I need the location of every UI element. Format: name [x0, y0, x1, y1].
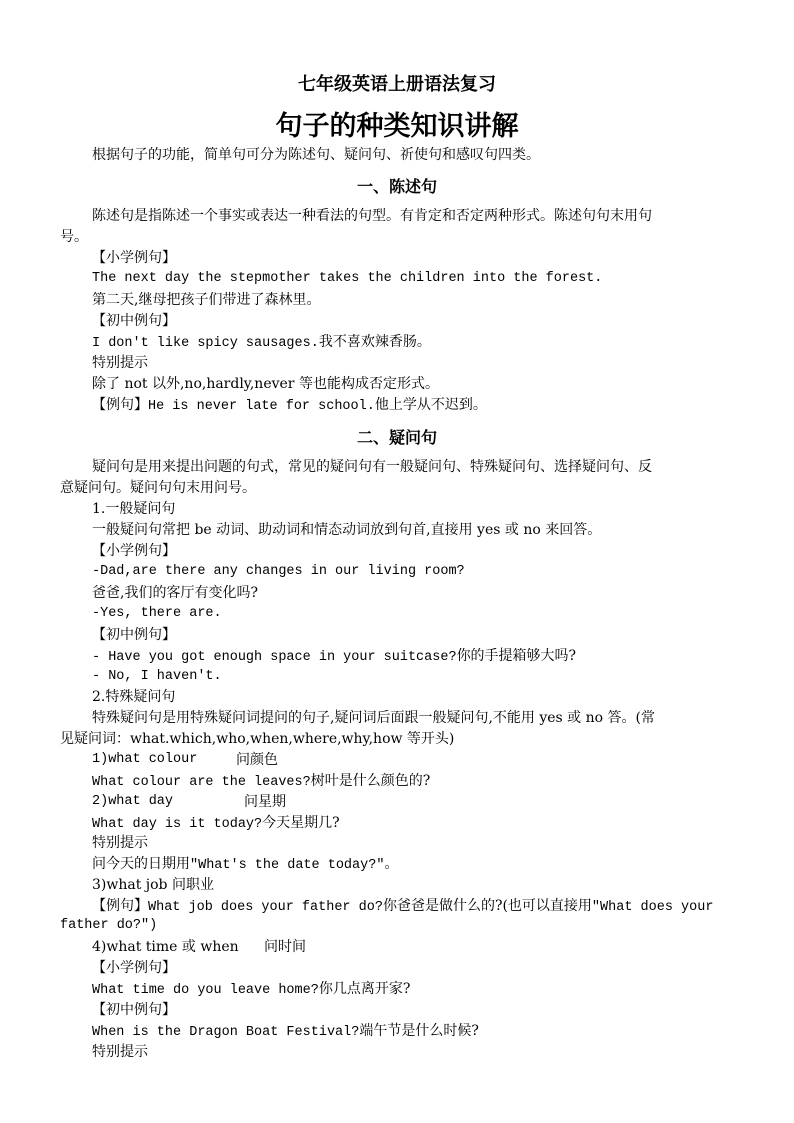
junior-example-tag: 【初中例句】 — [92, 1002, 176, 1018]
example-chinese: 你几点离开家? — [318, 981, 411, 997]
example-chinese: 今天星期几? — [262, 815, 340, 831]
example-chinese: 树叶是什么颜色的? — [310, 773, 431, 789]
example-line — [92, 813, 340, 833]
example-english: He is never late for school. — [148, 399, 375, 414]
example-english-continued: "What does your — [591, 900, 714, 915]
example-english: -Yes, there are. — [92, 606, 222, 621]
example-english-wrap: father do?") — [60, 918, 158, 933]
wh-item-meaning: 问星期 — [244, 794, 286, 810]
special-tip-label: 特别提示 — [92, 835, 148, 851]
primary-example-tag: 【小学例句】 — [92, 960, 176, 976]
special-tip-text: 除了 not 以外,no,hardly,never 等也能构成否定形式。 — [92, 376, 439, 392]
sec2-paragraph-line2: 意疑问句。疑问句句末用问号。 — [60, 480, 256, 496]
doc-title: 七年级英语上册语法复习 — [298, 74, 496, 95]
example-english: - Have you got enough space in your suitcase? — [92, 650, 457, 665]
section-heading-declarative: 一、陈述句 — [356, 177, 437, 196]
special-question-text-line1: 特殊疑问句是用特殊疑问词提问的句子,疑问词后面跟一般疑问句,不能用 yes 或 no 答。(常 — [92, 710, 655, 726]
special-question-text-line2: 见疑问词：what.which,who,when,where,why,how 等开头) — [60, 731, 455, 747]
example-english: -Dad,are there any changes in our living room? — [92, 564, 465, 579]
sec2-paragraph-line1: 疑问句是用来提出问题的句式，常见的疑问句有一般疑问句、特殊疑问句、选择疑问句、反 — [92, 459, 652, 475]
example-chinese: 爸爸,我们的客厅有变化吗? — [92, 585, 258, 601]
sec1-paragraph-line1: 陈述句是指陈述一个事实或表达一种看法的句型。有肯定和否定两种形式。陈述句句末用句 — [92, 208, 652, 224]
example-line — [92, 1021, 479, 1041]
example-english: When is the Dragon Boat Festival? — [92, 1025, 360, 1040]
example-english: I don't like spicy sausages. — [92, 336, 319, 351]
section-heading-interrogative: 二、疑问句 — [356, 428, 437, 447]
example-chinese: 他上学从不迟到。 — [374, 397, 487, 413]
wh-item-label: 4)what time 或 when — [92, 939, 239, 955]
example-line — [92, 979, 410, 999]
example-tag: 【例句】 — [92, 397, 148, 413]
example-line — [92, 771, 430, 791]
wh-item-label: 1)what colour — [92, 752, 198, 767]
example-chinese: 第二天,继母把孩子们带进了森林里。 — [92, 292, 321, 308]
subsection-special-question: 2.特殊疑问句 — [92, 689, 176, 705]
example-english: What job does your father do? — [148, 900, 383, 915]
example-chinese: 你爸爸是做什么的?(也可以直接用 — [382, 898, 592, 914]
sec1-paragraph-line2: 号。 — [60, 229, 88, 245]
tip-text-start: 问今天的日期用 — [92, 856, 190, 872]
example-line — [92, 332, 431, 352]
example-english: What day is it today? — [92, 817, 263, 832]
primary-example-tag: 【小学例句】 — [92, 543, 176, 559]
doc-subtitle: 句子的种类知识讲解 — [275, 111, 519, 142]
special-tip-label: 特别提示 — [92, 355, 148, 371]
wh-item-meaning: 问颜色 — [236, 752, 278, 768]
example-chinese: 我不喜欢辣香肠。 — [318, 334, 431, 350]
wh-item-label: 2)what day — [92, 794, 174, 809]
example-chinese: 你的手提箱够大吗? — [456, 648, 577, 664]
example-line — [92, 646, 576, 666]
example-line — [92, 395, 487, 415]
example-english: - No, I haven't. — [92, 669, 222, 684]
example-chinese: 端午节是什么时候? — [359, 1023, 479, 1039]
intro-paragraph: 根据句子的功能，简单句可分为陈述句、疑问句、祈使句和感叹句四类。 — [92, 147, 540, 163]
junior-example-tag: 【初中例句】 — [92, 627, 176, 643]
example-tag: 【例句】 — [92, 898, 148, 914]
wh-item-label: 3)what job 问职业 — [92, 877, 214, 893]
special-tip-text — [92, 854, 398, 874]
junior-example-tag: 【初中例句】 — [92, 313, 176, 329]
example-english: What colour are the leaves? — [92, 775, 311, 790]
general-question-text: 一般疑问句常把 be 动词、助动词和情态动词放到句首,直接用 yes 或 no 来回答。 — [92, 522, 602, 538]
subsection-general-question: 1.一般疑问句 — [92, 501, 176, 517]
tip-text-english: "What's the date today?" — [190, 858, 385, 873]
primary-example-tag: 【小学例句】 — [92, 250, 176, 266]
tip-text-end: 。 — [384, 856, 399, 872]
wh-item-meaning: 问时间 — [264, 939, 306, 955]
example-english: What time do you leave home? — [92, 983, 319, 998]
example-line — [92, 896, 713, 916]
example-english: The next day the stepmother takes the children into the forest. — [92, 271, 603, 286]
special-tip-label: 特别提示 — [92, 1044, 148, 1060]
